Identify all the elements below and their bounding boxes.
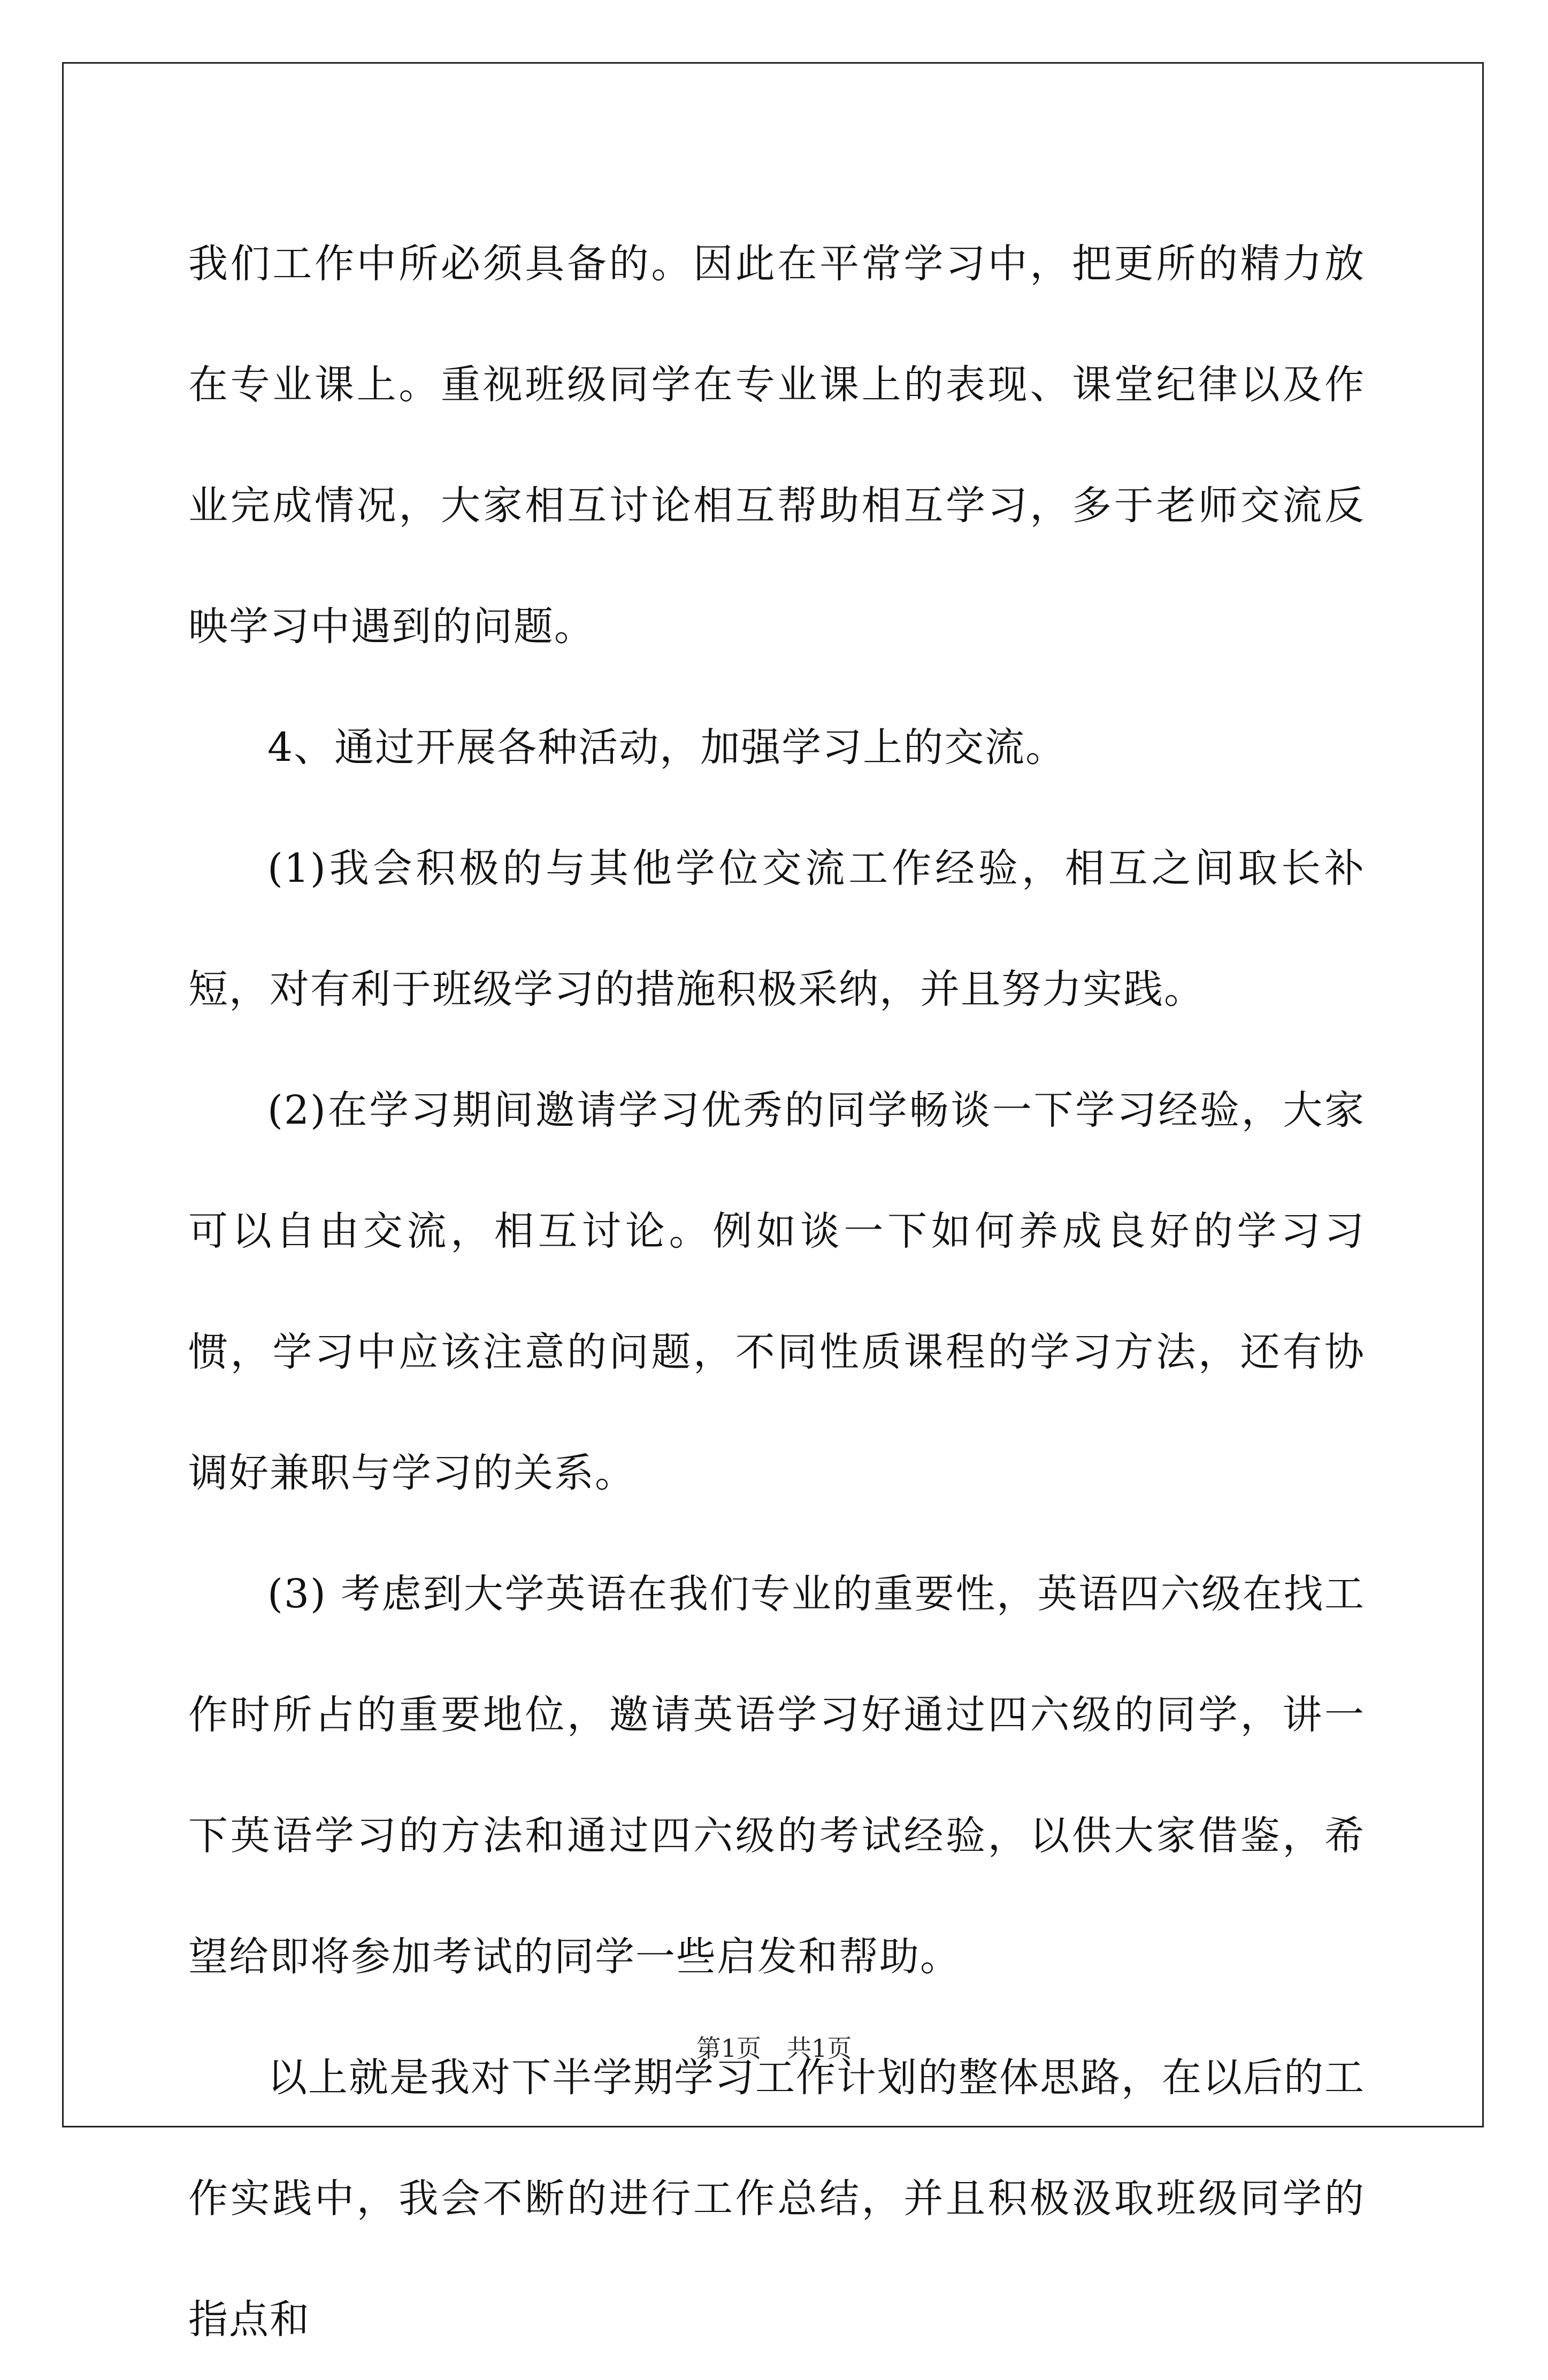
paragraph-6: 以上就是我对下半学期学习工作计划的整体思路，在以后的工作实践中，我会不断的进行工作总结，并且积极汲取班级同学的指点和 [188, 2055, 1365, 2343]
paragraph-4: (2)在学习期间邀请学习优秀的同学畅谈一下学习经验，大家可以自由交流，相互讨论。例如谈一下如何养成良好的学习习惯，学习中应该注意的问题，不同性质课程的学习方法，还有协调好兼职与学习的关系。 [188, 1087, 1365, 1496]
page-footer [0, 2029, 1548, 2064]
page-number: 第1页 [696, 2034, 761, 2063]
paragraph-5: (3) 考虑到大学英语在我们专业的重要性，英语四六级在找工作时所占的重要地位，邀请英语学习好通过四六级的同学，讲一下英语学习的方法和通过四六级的考试经验，以供大家借鉴，希望给即将参加考试的同学一些启发和帮助。 [188, 1571, 1365, 1980]
page-total: 共1页 [787, 2034, 852, 2063]
paragraph-1: 我们工作中所必须具备的。因此在平常学习中，把更所的精力放在专业课上。重视班级同学在专业课上的表现、课堂纪律以及作业完成情况，大家相互讨论相互帮助相互学习，多于老师交流反映学习中遇到的问题。 [188, 241, 1365, 650]
paragraph-2: 4、通过开展各种活动，加强学习上的交流。 [267, 724, 1067, 771]
paragraph-3: (1)我会积极的与其他学位交流工作经验，相互之间取长补短，对有利于班级学习的措施积极采纳，并且努力实践。 [188, 845, 1365, 1012]
